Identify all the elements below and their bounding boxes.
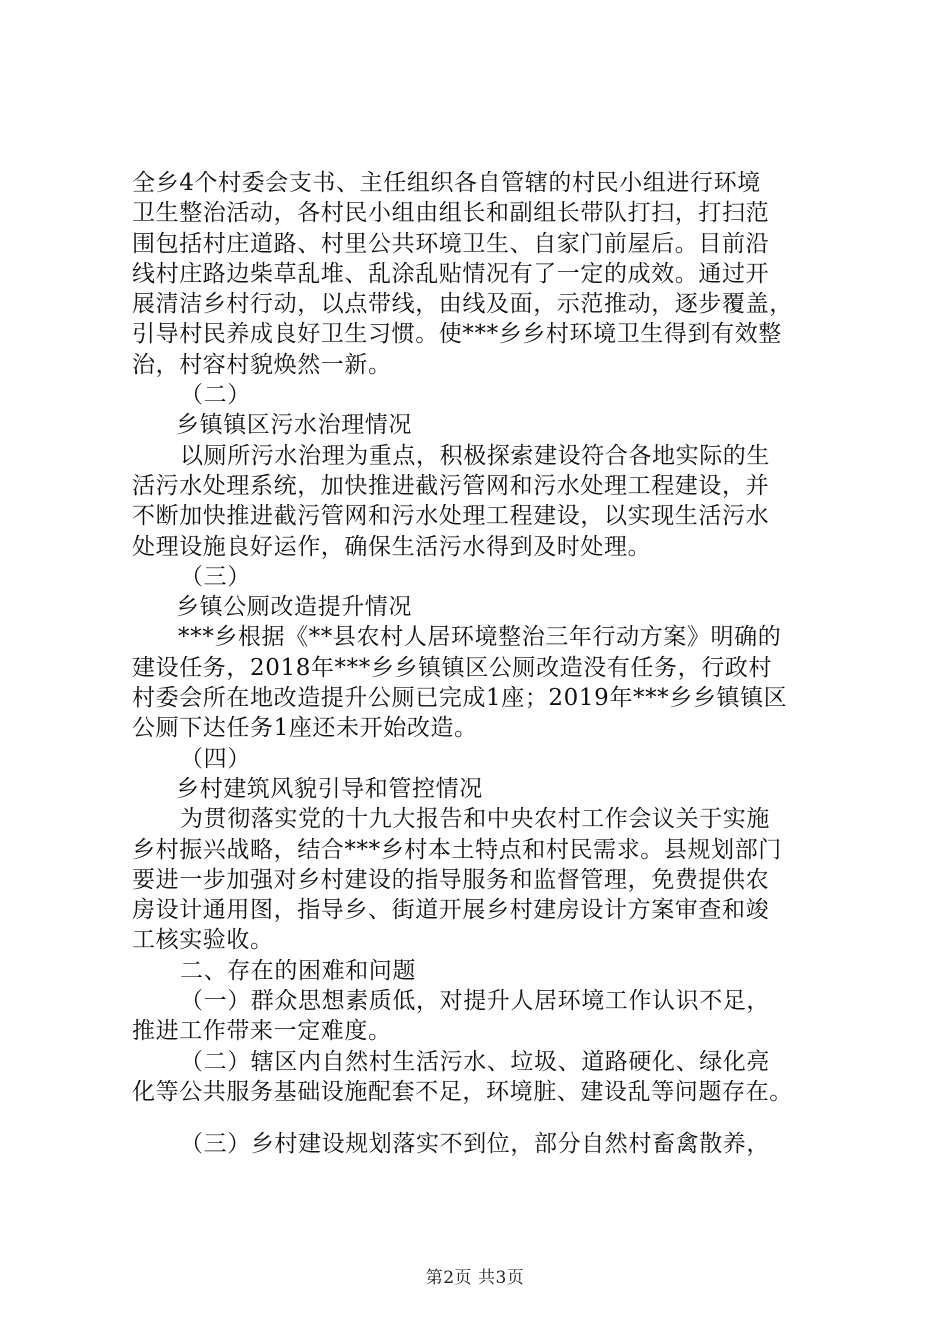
page-footer: 第2页 共3页 [425, 1268, 525, 1288]
text-line: （四） [180, 745, 251, 772]
text-line: 要进一步加强对乡村建设的指导服务和监督管理，免费提供农 [132, 866, 770, 893]
text-line: （三） [180, 563, 251, 590]
text-line: 乡村振兴战略，结合***乡村本土特点和村民需求。县规划部门 [132, 836, 782, 863]
text-line: 乡村建筑风貌引导和管控情况 [176, 775, 483, 802]
text-line: 公厕下达任务1座还未开始改造。 [132, 715, 478, 742]
text-line: 处理设施良好运作，确保生活污水得到及时处理。 [132, 533, 652, 560]
text-line: 为贯彻落实党的十九大报告和中央农村工作会议关于实施 [180, 806, 770, 833]
text-line: 推进工作带来一定难度。 [132, 1018, 392, 1045]
document-body [0, 168, 950, 1160]
text-line: （二） [180, 382, 251, 409]
text-line: 不断加快推进截污管网和污水处理工程建设，以实现生活污水 [132, 503, 770, 530]
text-line: 建设任务，2018年***乡乡镇镇区公厕改造没有任务，行政村 [132, 654, 773, 681]
text-line: 引导村民养成良好卫生习惯。使***乡乡村环境卫生得到有效整 [132, 321, 782, 348]
text-line: （三）乡村建设规划落实不到位，部分自然村畜禽散养， [180, 1131, 770, 1158]
paragraph-gap [0, 1107, 950, 1129]
text-line: 全乡4个村委会支书、主任组织各自管辖的村民小组进行环境 [132, 170, 761, 196]
text-line: 工核实验收。 [132, 927, 274, 954]
text-line: （二）辖区内自然村生活污水、垃圾、道路硬化、绿化亮 [180, 1048, 770, 1075]
text-line: 卫生整治活动，各村民小组由组长和副组长带队打扫，打扫范 [132, 200, 770, 227]
text-line: 线村庄路边柴草乱堆、乱涂乱贴情况有了一定的成效。通过开 [132, 260, 770, 287]
text-line: 治，村容村貌焕然一新。 [132, 351, 392, 378]
text-line: 展清洁乡村行动，以点带线，由线及面，示范推动，逐步覆盖， [132, 291, 793, 318]
text-line: 化等公共服务基础设施配套不足，环境脏、建设乱等问题存在。 [132, 1078, 793, 1105]
text-line: 村委会所在地改造提升公厕已完成1座；2019年***乡乡镇镇区 [132, 685, 788, 712]
text-line: 乡镇公厕改造提升情况 [176, 594, 412, 621]
text-line: 围包括村庄道路、村里公共环境卫生、自家门前屋后。目前沿 [132, 230, 770, 257]
text-line: ***乡根据《**县农村人居环境整治三年行动方案》明确的 [178, 624, 782, 651]
text-line: 以厕所污水治理为重点，积极探索建设符合各地实际的生 [180, 442, 770, 469]
text-line: 乡镇镇区污水治理情况 [176, 412, 412, 439]
text-line: 二、存在的困难和问题 [180, 957, 416, 984]
text-line: 房设计通用图，指导乡、街道开展乡村建房设计方案审查和竣 [132, 897, 770, 924]
text-line: 活污水处理系统，加快推进截污管网和污水处理工程建设，并 [132, 472, 770, 499]
text-line: （一）群众思想素质低，对提升人居环境工作认识不足， [180, 988, 770, 1015]
